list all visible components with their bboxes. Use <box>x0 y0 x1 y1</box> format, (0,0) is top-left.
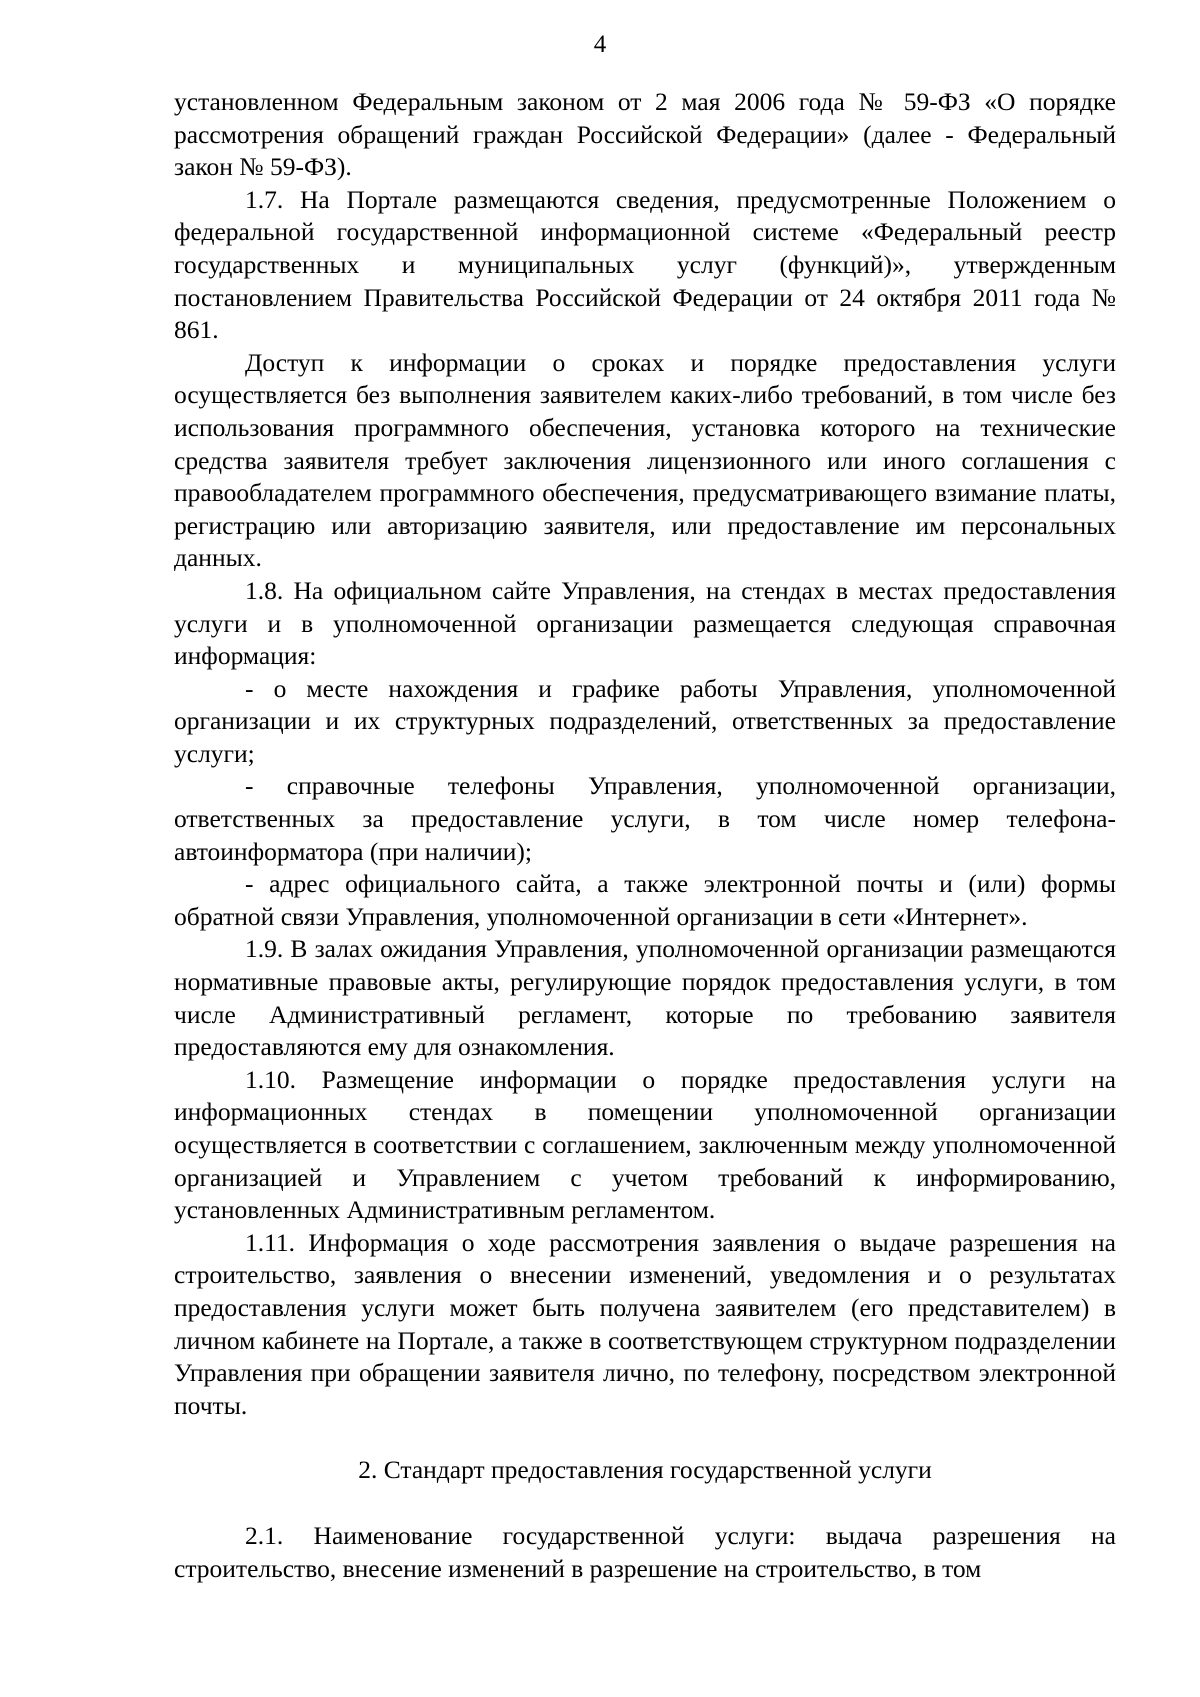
list-item-website-email: - адрес официального сайта, а также электронной почты и (или) формы обратной связи Управления, уполномоченной организации в сети «Интернет». <box>174 869 1116 931</box>
paragraph-1-11: 1.11. Информация о ходе рассмотрения заявления о выдаче разрешения на строительство, заявления о внесении изменений, уведомления и о результатах предоставления услуги может быть получена заявителем (его представителем) в личном кабинете на Портале, а также в соответствующем структурном подразделении Управления при обращении заявителя лично, по телефону, посредством электронной почты. <box>174 1227 1116 1420</box>
paragraph-1-8: 1.8. На официальном сайте Управления, на стендах в местах предоставления услуги и в уполномоченной организации размещается следующая справочная информация: <box>174 575 1116 671</box>
list-item-phones: - справочные телефоны Управления, уполномоченной организации, ответственных за предоставление услуги, в том числе номер телефона-автоинформатора (при наличии); <box>174 771 1116 866</box>
document-body <box>174 86 1116 1585</box>
paragraph-continuation-59fz: установленном Федеральным законом от 2 мая 2006 года № 59-ФЗ «О порядке рассмотрения обращений граждан Российской Федерации» (далее - Федеральный закон № 59-ФЗ). <box>174 87 1116 182</box>
paragraph-2-1: 2.1. Наименование государственной услуги: выдача разрешения на строительство, внесение изменений в разрешение на строительство, в том <box>174 1520 1116 1583</box>
paragraph-access-info: Доступ к информации о сроках и порядке предоставления услуги осуществляется без выполнения заявителем каких-либо требований, в том числе без использования программного обеспечения, установка которого на технические средства заявителя требует заключения лицензионного или иного соглашения с правообладателем программного обеспечения, предусматривающего взимание платы, регистрацию или авторизацию заявителя, или предоставление им персональных данных. <box>174 347 1116 573</box>
paragraph-1-9: 1.9. В залах ожидания Управления, уполномоченной организации размещаются нормативные правовые акты, регулирующие порядок предоставления услуги, в том числе Административный регламент, которые по требованию заявителя предоставляются ему для ознакомления. <box>174 934 1116 1062</box>
paragraph-1-7: 1.7. На Портале размещаются сведения, предусмотренные Положением о федеральной государственной информационной системе «Федеральный реестр государственных и муниципальных услуг (функций)», утвержденным постановлением Правительства Российской Федерации от 24 октября 2011 года № 861. <box>174 184 1116 345</box>
paragraph-1-10: 1.10. Размещение информации о порядке предоставления услуги на информационных стендах в помещении уполномоченной организации осуществляется в соответствии с соглашением, заключенным между уполномоченной организацией и Управлением с учетом требований к информированию, установленных Административным регламентом. <box>174 1064 1116 1225</box>
page-number: 4 <box>593 31 607 58</box>
list-item-location-schedule: - о месте нахождения и графике работы Управления, уполномоченной организации и их структурных подразделений, ответственных за предоставление услуги; <box>174 673 1116 768</box>
section-heading-2: 2. Стандарт предоставления государственной услуги <box>358 1455 932 1485</box>
